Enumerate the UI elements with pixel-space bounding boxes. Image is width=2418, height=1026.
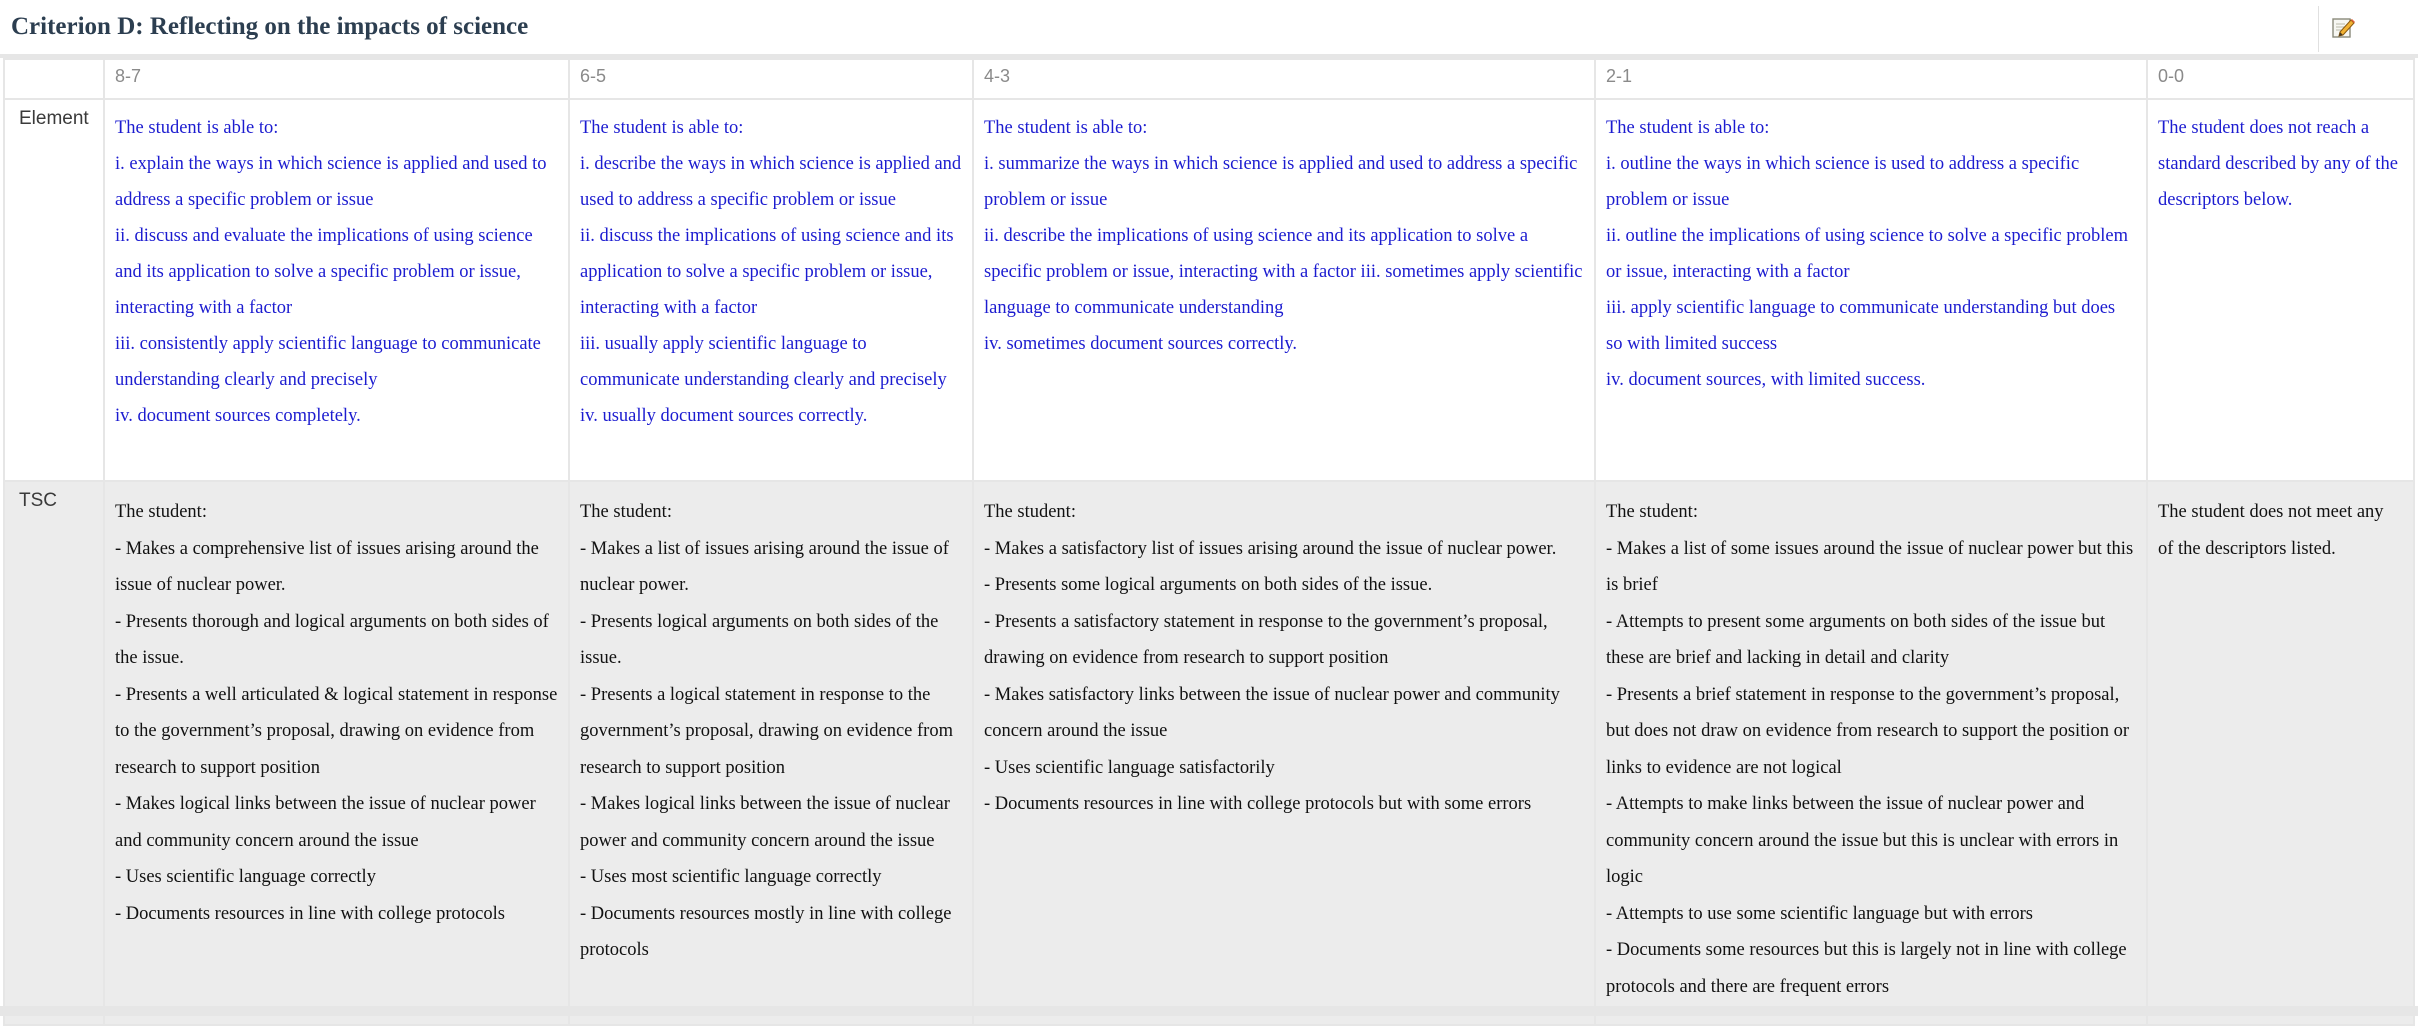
level-header: 4-3 bbox=[973, 59, 1595, 99]
descriptor-line: - Presents a brief statement in response to the government’s proposal, but does not draw on evidence from research to support the position or links to evidence are not logical bbox=[1606, 684, 2130, 778]
descriptor-line: The student does not meet any of the descriptors listed. bbox=[2158, 502, 2384, 559]
descriptor-line: - Presents logical arguments on both sides of the issue. bbox=[580, 611, 939, 668]
page-title: Criterion D: Reflecting on the impacts of science bbox=[11, 13, 529, 40]
corner-cell bbox=[4, 59, 104, 99]
descriptor-line: - Uses scientific language satisfactorily bbox=[984, 757, 1275, 778]
descriptor-line: The student does not reach a standard described by any of the descriptors below. bbox=[2158, 118, 2398, 210]
descriptor-line: ii. describe the implications of using science and its application to solve a specific problem or issue, interacting with a factor iii. sometimes apply scientific language to communicate understanding bbox=[984, 226, 1583, 318]
descriptor-cell bbox=[973, 99, 1595, 481]
edit-button[interactable] bbox=[2326, 10, 2360, 44]
level-header: 0-0 bbox=[2147, 59, 2414, 99]
element-row bbox=[4, 99, 2414, 481]
descriptor-line: - Documents some resources but this is largely not in line with college protocols and there are frequent errors bbox=[1606, 940, 2127, 997]
descriptor-line: - Makes a list of some issues around the issue of nuclear power but this is brief bbox=[1606, 538, 2134, 595]
descriptor-line: - Attempts to present some arguments on both sides of the issue but these are brief and lacking in detail and clarity bbox=[1606, 611, 2106, 668]
descriptor-line: - Documents resources in line with college protocols bbox=[115, 903, 505, 924]
row-label: Element bbox=[4, 99, 104, 481]
descriptor-line: - Makes a satisfactory list of issues arising around the issue of nuclear power. bbox=[984, 538, 1557, 559]
descriptor-cell bbox=[2147, 99, 2414, 481]
descriptor-line: - Attempts to use some scientific language but with errors bbox=[1606, 903, 2033, 924]
descriptor-cell bbox=[973, 481, 1595, 1025]
descriptor-line: The student is able to: bbox=[115, 118, 279, 138]
descriptor-line: - Makes logical links between the issue of nuclear power and community concern around the issue bbox=[115, 794, 536, 851]
edit-icon bbox=[2331, 15, 2355, 39]
tsc-row bbox=[4, 481, 2414, 1025]
descriptor-line: The student: bbox=[115, 502, 207, 522]
descriptor-cell bbox=[1595, 99, 2147, 481]
descriptor-cell bbox=[1595, 481, 2147, 1025]
row-label: TSC bbox=[4, 481, 104, 1025]
descriptor-line: - Presents a satisfactory statement in response to the government’s proposal, drawing on evidence from research to support position bbox=[984, 611, 1548, 668]
descriptor-cell bbox=[2147, 481, 2414, 1025]
descriptor-line: The student: bbox=[984, 502, 1076, 522]
descriptor-line: - Documents resources in line with college protocols but with some errors bbox=[984, 794, 1532, 814]
descriptor-line: - Attempts to make links between the issue of nuclear power and community concern around the issue but this is unclear with errors in logic bbox=[1606, 794, 2119, 887]
descriptor-line: iv. document sources completely. bbox=[115, 406, 361, 426]
descriptor-line: - Makes satisfactory links between the issue of nuclear power and community concern around the issue bbox=[984, 684, 1560, 741]
descriptor-line: The student: bbox=[580, 502, 672, 522]
descriptor-line: The student is able to: bbox=[580, 118, 744, 138]
descriptor-line: The student: bbox=[1606, 502, 1698, 522]
descriptor-line: ii. discuss the implications of using science and its application to solve a specific problem or issue, interacting with a factor bbox=[580, 226, 954, 318]
descriptor-line: i. describe the ways in which science is applied and used to address a specific problem or issue bbox=[580, 154, 962, 210]
descriptor-line: iv. document sources, with limited success. bbox=[1606, 370, 1926, 390]
descriptor-line: - Uses most scientific language correctly bbox=[580, 867, 882, 887]
level-header: 8-7 bbox=[104, 59, 569, 99]
descriptor-line: iv. usually document sources correctly. bbox=[580, 406, 868, 426]
descriptor-line: iv. sometimes document sources correctly. bbox=[984, 334, 1298, 354]
descriptor-cell bbox=[104, 481, 569, 1025]
header-divider bbox=[2318, 6, 2319, 52]
descriptor-line: - Presents a well articulated & logical statement in response to the government’s proposal, drawing on evidence from research to support position bbox=[115, 684, 558, 778]
descriptor-line: The student is able to: bbox=[1606, 118, 1770, 138]
descriptor-line: i. outline the ways in which science is used to address a specific problem or issue bbox=[1606, 154, 2080, 210]
level-header: 2-1 bbox=[1595, 59, 2147, 99]
descriptor-line: - Presents a logical statement in response to the government’s proposal, drawing on evidence from research to support position bbox=[580, 684, 953, 778]
descriptor-line: iii. usually apply scientific language to communicate understanding clearly and precisely bbox=[580, 334, 947, 390]
descriptor-cell bbox=[104, 99, 569, 481]
descriptor-line: iii. consistently apply scientific language to communicate understanding clearly and precisely bbox=[115, 334, 541, 390]
descriptor-line: - Documents resources mostly in line with college protocols bbox=[580, 903, 952, 960]
descriptor-line: i. summarize the ways in which science is applied and used to address a specific problem or issue bbox=[984, 154, 1578, 210]
descriptor-line: - Makes logical links between the issue of nuclear power and community concern around the issue bbox=[580, 794, 950, 851]
descriptor-line: ii. discuss and evaluate the implications of using science and its application to solve a specific problem or issue, interacting with a factor bbox=[115, 226, 533, 318]
descriptor-line: - Uses scientific language correctly bbox=[115, 867, 376, 887]
criterion-header bbox=[0, 0, 2418, 55]
descriptor-line: - Makes a list of issues arising around the issue of nuclear power. bbox=[580, 538, 949, 595]
descriptor-line: ii. outline the implications of using science to solve a specific problem or issue, interacting with a factor bbox=[1606, 226, 2128, 282]
descriptor-line: - Presents some logical arguments on both sides of the issue. bbox=[984, 575, 1433, 595]
descriptor-line: iii. apply scientific language to communicate understanding but does so with limited success bbox=[1606, 298, 2116, 354]
descriptor-line: The student is able to: bbox=[984, 118, 1148, 138]
rubric-table bbox=[3, 58, 2415, 1026]
descriptor-cell bbox=[569, 481, 973, 1025]
descriptor-line: - Makes a comprehensive list of issues arising around the issue of nuclear power. bbox=[115, 538, 539, 595]
descriptor-line: i. explain the ways in which science is applied and used to address a specific problem or issue bbox=[115, 154, 547, 210]
level-header-row bbox=[4, 59, 2414, 99]
footer-band bbox=[0, 1006, 2418, 1016]
descriptor-line: - Presents thorough and logical arguments on both sides of the issue. bbox=[115, 611, 549, 668]
level-header: 6-5 bbox=[569, 59, 973, 99]
descriptor-cell bbox=[569, 99, 973, 481]
